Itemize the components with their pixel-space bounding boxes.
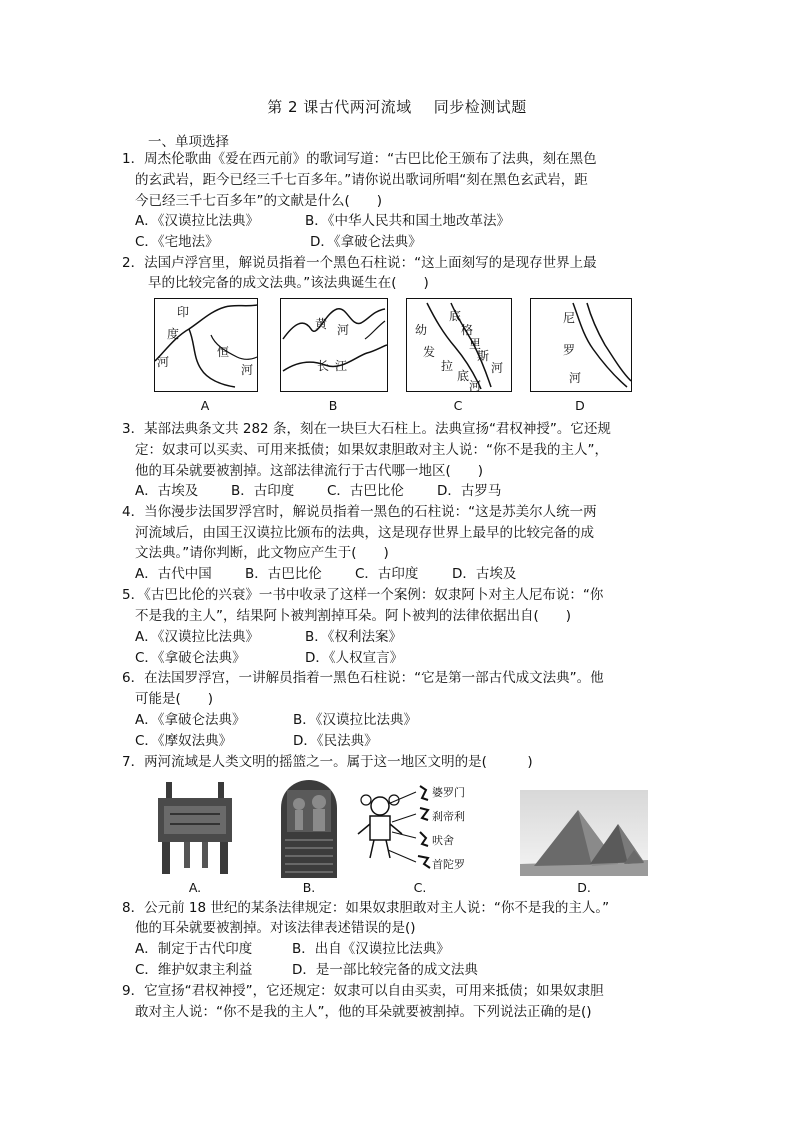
- question-1-option-c: C．《宅地法》: [135, 234, 219, 250]
- question-3-line-2: 定：奴隶可以买卖、可用来抵债；如果奴隶胆敢对主人说：“你不是我的主人”，: [135, 442, 608, 458]
- q7-caption-b: B.: [302, 880, 316, 895]
- map-yellow-yangtze: [280, 298, 388, 392]
- map-c-label-5: 河: [469, 379, 482, 393]
- caste-label-brahmin: 婆罗门: [432, 786, 465, 799]
- question-3-line-1: 3．某部法典条文共 282 条，刻在一块巨大石柱上。法典宣扬“君权神授”。它还规: [122, 421, 611, 437]
- question-3-option-d: D．古罗马: [437, 483, 502, 499]
- map-a-caption: A: [200, 398, 210, 413]
- question-3-option-b: B．古印度: [231, 483, 295, 499]
- question-1-line-1: 1．周杰伦歌曲《爱在西元前》的歌词写道：“古巴比伦王颁布了法典，刻在黑色: [122, 151, 597, 167]
- map-b-label-3: 长: [317, 359, 330, 373]
- page-title: [0, 96, 794, 117]
- map-c-label-2: 发: [423, 345, 436, 359]
- map-a-label-5: 河: [241, 363, 254, 377]
- section-heading: 一、单项选择: [148, 134, 229, 150]
- question-1-line-2: 的玄武岩，距今已经三千七百多年。”请你说出歌词所唱“刻在黑色玄武岩，距: [135, 172, 588, 188]
- map-a-label-2: 度: [167, 327, 180, 341]
- map-b-label-4: 江: [335, 359, 348, 373]
- q7-caption-a: A.: [188, 880, 202, 895]
- title-sub: 同步检测试题: [433, 98, 527, 116]
- caste-figure-icon: [352, 784, 492, 876]
- question-9-line-2: 敢对主人说：“你不是我的主人”，他的耳朵就要被割掉。下列说法正确的是(): [135, 1004, 592, 1020]
- caste-label-vaishya: 吠舍: [432, 834, 454, 847]
- question-5-option-c: C．《拿破仑法典》: [135, 650, 246, 666]
- map-c-label-7: 格: [461, 323, 474, 337]
- map-indus-ganges: [154, 298, 258, 392]
- question-6-line-2: 可能是( ): [135, 691, 214, 707]
- question-4-option-b: B．古巴比伦: [245, 566, 322, 582]
- pyramids-image: [520, 790, 648, 876]
- question-8-option-c: C．维护奴隶主利益: [135, 962, 253, 978]
- question-7-line-1: 7．两河流域是人类文明的摇篮之一。属于这一地区文明的是( ): [122, 754, 533, 770]
- map-nile: [530, 298, 632, 392]
- question-3-line-3: 他的耳朵就要被割掉。这部法律流行于古代哪一地区( ): [135, 463, 484, 479]
- question-6-line-1: 6．在法国罗浮宫，一讲解员指着一黑色石柱说：“它是第一部古代成文法典”。他: [122, 670, 604, 686]
- map-d-caption: D: [575, 398, 585, 413]
- map-c-label-6: 底: [449, 309, 462, 323]
- map-c-caption: C: [453, 398, 463, 413]
- question-8-option-b: B．出自《汉谟拉比法典》: [292, 941, 450, 957]
- question-5-option-a: A．《汉谟拉比法典》: [135, 629, 259, 645]
- question-4-option-c: C．古印度: [355, 566, 419, 582]
- question-3-option-c: C．古巴比伦: [327, 483, 404, 499]
- q7-caption-c: C.: [413, 880, 427, 895]
- question-6-option-c: C．《摩奴法典》: [135, 733, 233, 749]
- question-4-option-a: A．古代中国: [135, 566, 212, 582]
- map-c-label-4: 底: [457, 369, 470, 383]
- question-2-line-2: 早的比较完备的成文法典。”该法典诞生在( ): [148, 275, 429, 291]
- map-d-label-2: 罗: [563, 343, 576, 357]
- question-4-option-d: D．古埃及: [452, 566, 517, 582]
- bronze-ding-image: [150, 780, 240, 876]
- pyramids-icon: [520, 790, 648, 876]
- question-2-line-1: 2．法国卢浮宫里，解说员指着一个黑色石柱说：“这上面刻写的是现存世界上最: [122, 255, 597, 271]
- title-main: 第 2 课古代两河流域: [267, 98, 412, 116]
- caste-diagram: [352, 784, 492, 876]
- map-b-label-1: 黄: [315, 317, 328, 331]
- question-6-option-b: B．《汉谟拉比法典》: [293, 712, 418, 728]
- map-c-label-9: 斯: [477, 349, 490, 363]
- question-6-option-d: D．《民法典》: [293, 733, 378, 749]
- map-b-label-2: 河: [337, 323, 350, 337]
- map-a-label-1: 印: [177, 305, 190, 319]
- question-5-option-d: D．《人权宣言》: [305, 650, 404, 666]
- map-a-label-3: 河: [157, 355, 170, 369]
- map-c-label-1: 幼: [415, 323, 428, 337]
- question-4-line-2: 河流域后，由国王汉谟拉比颁布的法典，这是现存世界上最早的比较完备的成: [135, 525, 594, 541]
- map-d-label-1: 尼: [563, 311, 576, 325]
- question-1-line-3: 今已经三千七百多年”的文献是什么( ): [135, 193, 383, 209]
- question-5-line-1: 5．《古巴比伦的兴衰》一书中收录了这样一个案例：奴隶阿卜对主人尼布说：“你: [122, 587, 604, 603]
- map-c-label-8: 里: [469, 337, 482, 351]
- question-8-option-a: A．制定于古代印度: [135, 941, 253, 957]
- q7-caption-d: D.: [577, 880, 591, 895]
- caste-label-shudra: 首陀罗: [432, 858, 465, 871]
- map-b-caption: B: [328, 398, 338, 413]
- map-a-label-4: 恒: [217, 345, 230, 359]
- bronze-ding-icon: [150, 780, 240, 876]
- map-b-rivers: [281, 299, 387, 391]
- question-8-line-2: 他的耳朵就要被割掉。对该法律表述错误的是(): [135, 920, 416, 936]
- question-6-option-a: A．《拿破仑法典》: [135, 712, 246, 728]
- stele-icon: [275, 778, 343, 878]
- question-1-option-a: A．《汉谟拉比法典》: [135, 213, 259, 229]
- question-1-option-b: B．《中华人民共和国土地改革法》: [305, 213, 511, 229]
- question-5-option-b: B．《权利法案》: [305, 629, 403, 645]
- map-c-label-3: 拉: [441, 359, 454, 373]
- question-5-line-2: 不是我的主人”，结果阿卜被判割掉耳朵。阿卜被判的法律依据出自( ): [135, 608, 572, 624]
- question-4-line-3: 文法典。”请你判断，此文物应产生于( ): [135, 545, 389, 561]
- question-8-option-d: D．是一部比较完备的成文法典: [292, 962, 478, 978]
- hammurabi-stele-image: [275, 778, 343, 878]
- map-c-label-10: 河: [491, 361, 504, 375]
- map-d-label-3: 河: [569, 371, 582, 385]
- question-8-line-1: 8．公元前 18 世纪的某条法律规定：如果奴隶胆敢对主人说：“你不是我的主人。”: [122, 900, 610, 916]
- question-9-line-1: 9．它宣扬“君权神授”，它还规定：奴隶可以自由买卖，可用来抵债；如果奴隶胆: [122, 983, 604, 999]
- question-1-option-d: D．《拿破仑法典》: [310, 234, 422, 250]
- map-mesopotamia: [406, 298, 512, 392]
- caste-label-kshatriya: 刹帝利: [432, 810, 465, 823]
- question-4-line-1: 4．当你漫步法国罗浮宫时，解说员指着一黑色的石柱说：“这是苏美尔人统一两: [122, 504, 597, 520]
- question-3-option-a: A．古埃及: [135, 483, 199, 499]
